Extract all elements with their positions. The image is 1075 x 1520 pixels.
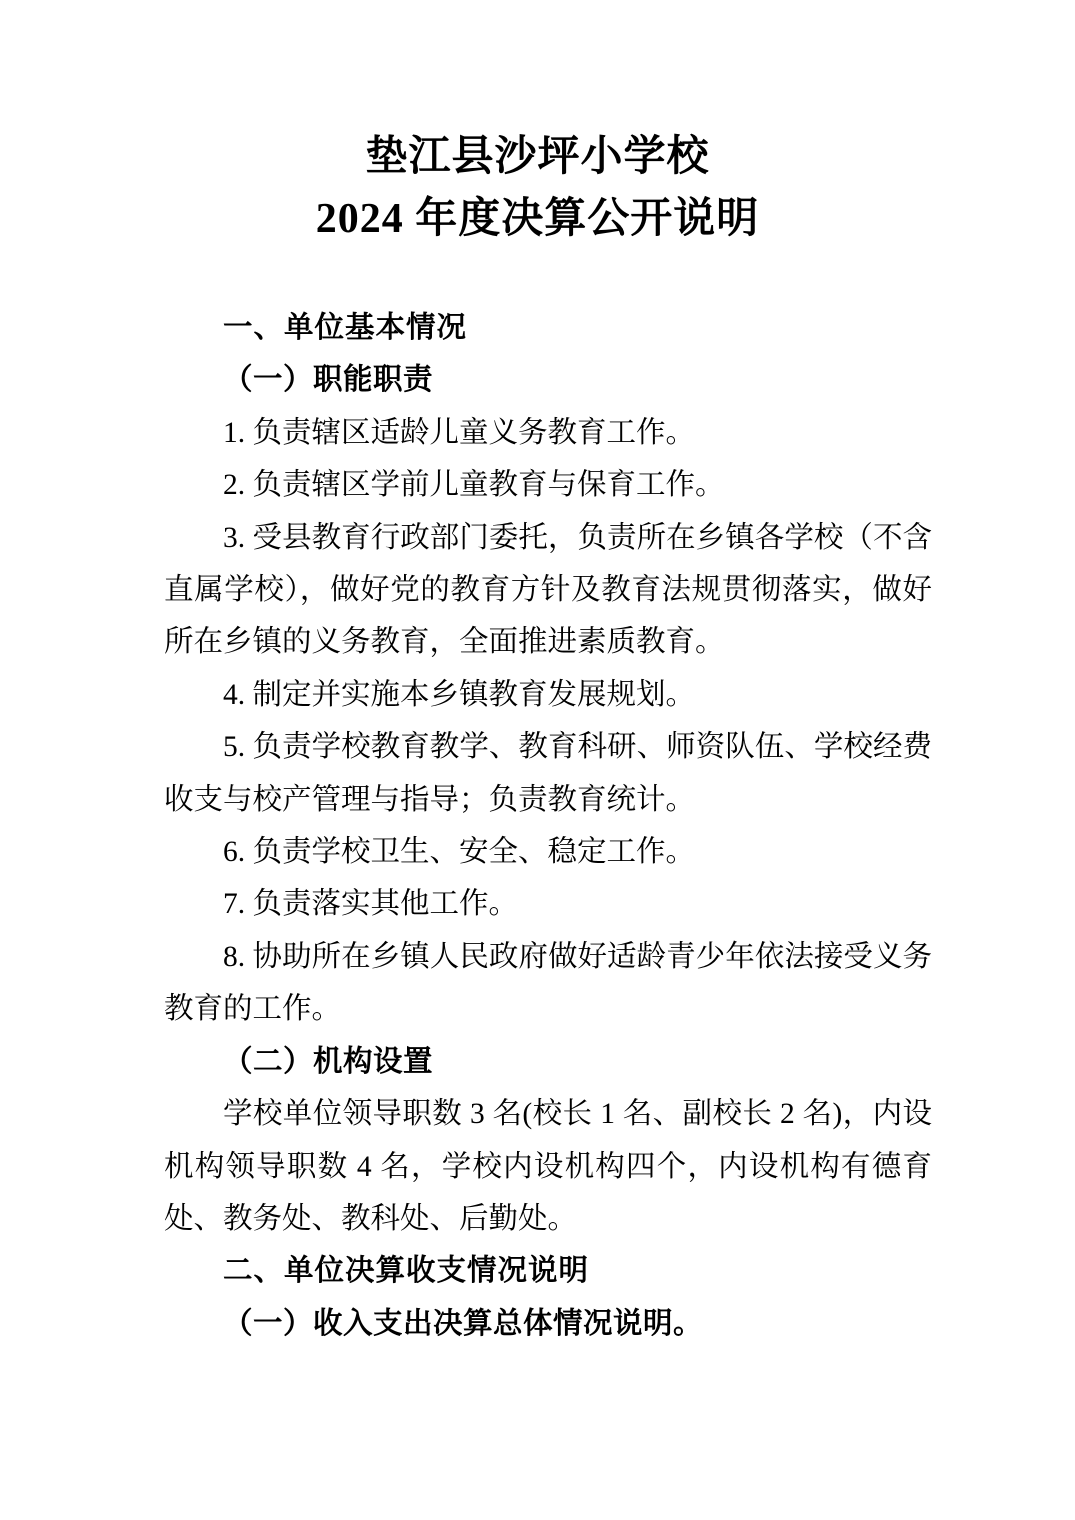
document-title-line1: 垫江县沙坪小学校 — [365, 134, 710, 180]
subsection-heading-2-1: （一）收入支出决算总体情况说明。 — [223, 1307, 704, 1340]
duty-item-6: 6. 负责学校卫生、安全、稳定工作。 — [223, 836, 696, 869]
duty-item-1: 1. 负责辖区适龄儿童义务教育工作。 — [223, 416, 696, 449]
duty-item-7: 7. 负责落实其他工作。 — [223, 888, 519, 921]
duty-item-8: 8. 协助所在乡镇人民政府做好适龄青少年依法接受义务教育的工作。 — [164, 940, 932, 1026]
duty-item-2: 2. 负责辖区学前儿童教育与保育工作。 — [223, 469, 725, 502]
duty-item-3: 3. 受县教育行政部门委托，负责所在乡镇各学校（不含直属学校），做好党的教育方针及教育法规贯彻落实，做好所在乡镇的义务教育，全面推进素质教育。 — [164, 521, 932, 659]
document-body — [0, 302, 1075, 1350]
section-heading-2: 二、单位决算收支情况说明 — [223, 1254, 590, 1288]
duty-item-5: 5. 负责学校教育教学、教育科研、师资队伍、学校经费收支与校产管理与指导；负责教育统计。 — [164, 731, 932, 816]
org-setup-paragraph: 学校单位领导职数 3 名(校长 1 名、副校长 2 名)，内设机构领导职数 4 名，学校内设机构四个，内设机构有德育处、教务处、教科处、后勤处。 — [164, 1098, 932, 1235]
section-heading-1: 一、单位基本情况 — [223, 311, 468, 344]
document-title — [0, 0, 1075, 250]
subsection-heading-1-1: （一）职能职责 — [223, 364, 434, 397]
subsection-heading-1-2: （二）机构设置 — [223, 1045, 434, 1078]
document-title-line2: 2024 年度决算公开说明 — [315, 196, 760, 242]
duty-item-4: 4. 制定并实施本乡镇教育发展规划。 — [223, 678, 696, 711]
